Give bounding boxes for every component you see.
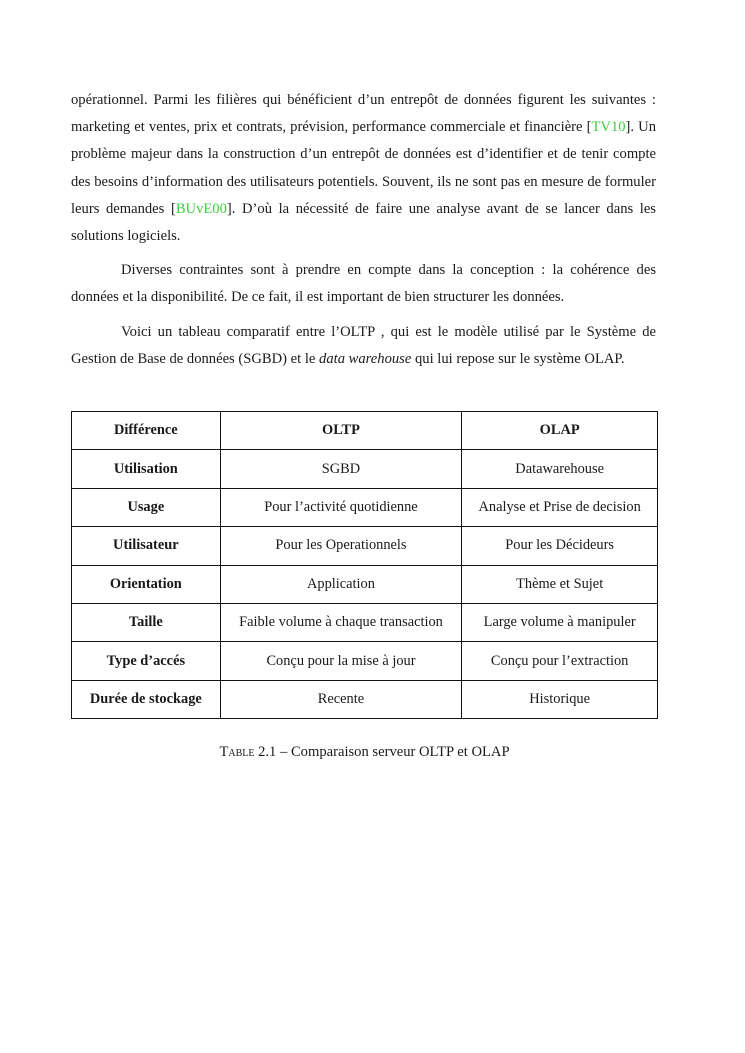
paragraph-text: qui lui repose sur le système OLAP. bbox=[411, 351, 625, 368]
paragraph-constraints: Diverses contraintes sont à prendre en compte dans la conception : la cohérence des données et la disponibilité. De ce fait, il est important de bien structurer les données. bbox=[71, 262, 656, 306]
paragraph-text: Voici un tableau comparatif entre l’OLTP , qui est le modèle utilisé par le Système de Gestion de Base de données (SGBD) et le bbox=[71, 324, 656, 368]
row-label-cell: Utilisation bbox=[72, 450, 221, 488]
table-row bbox=[72, 603, 658, 641]
paragraph-text: ]. D’où la nécessité de faire une analyse avant de se lancer dans les solutions logiciels. bbox=[71, 200, 656, 245]
row-label-cell: Durée de stockage bbox=[72, 680, 221, 718]
row-label-cell: Type d’accés bbox=[72, 642, 221, 680]
emphasis-text: data warehouse bbox=[319, 351, 412, 368]
table-row bbox=[72, 642, 658, 680]
row-label-cell: Usage bbox=[72, 488, 221, 526]
row-label-cell: Taille bbox=[72, 603, 221, 641]
row-label-cell: Utilisateur bbox=[72, 527, 221, 565]
table-cell: Conçu pour la mise à jour bbox=[220, 642, 462, 680]
caption-text: – Comparaison serveur OLTP et OLAP bbox=[276, 744, 510, 760]
table-cell: Analyse et Prise de decision bbox=[462, 488, 658, 526]
table-cell: Pour les Operationnels bbox=[220, 527, 462, 565]
paragraph-text: ]. Un problème majeur dans la construction d’un entrepôt de données est d’identifier et de tenir compte des besoins d’information des utilisateurs potentiels. Souvent, ils ne sont pas en mesure de formuler leurs demandes [ bbox=[71, 119, 656, 217]
comparison-table bbox=[71, 411, 658, 719]
table-row bbox=[72, 565, 658, 603]
table-cell: Thème et Sujet bbox=[462, 565, 658, 603]
table-row bbox=[72, 450, 658, 488]
table-cell: Application bbox=[220, 565, 462, 603]
citation-link-buve00[interactable]: BUvE00 bbox=[175, 200, 227, 217]
table-row bbox=[72, 680, 658, 718]
row-label-cell: Orientation bbox=[72, 565, 221, 603]
paragraph-intro bbox=[71, 87, 656, 250]
table-header-row bbox=[72, 412, 658, 450]
table-header-cell: Différence bbox=[72, 412, 221, 450]
table-cell: Faible volume à chaque transaction bbox=[220, 603, 462, 641]
paragraph-comparison-intro bbox=[71, 319, 656, 373]
paragraph-text: opérationnel. Parmi les filières qui bénéficient d’un entrepôt de données figurent les suivantes : marketing et ventes, prix et contrats, prévision, performance commerciale et financière [ bbox=[71, 92, 656, 136]
table-cell: Historique bbox=[462, 680, 658, 718]
table-cell: Pour les Décideurs bbox=[462, 527, 658, 565]
table-caption bbox=[71, 744, 658, 761]
table-cell: SGBD bbox=[220, 450, 462, 488]
table-row bbox=[72, 488, 658, 526]
table-cell: Large volume à manipuler bbox=[462, 603, 658, 641]
caption-label: Table 2.1 bbox=[219, 744, 277, 760]
table-cell: Datawarehouse bbox=[462, 450, 658, 488]
table-cell: Pour l’activité quotidienne bbox=[220, 488, 462, 526]
table-row bbox=[72, 527, 658, 565]
table-header-cell: OLAP bbox=[462, 412, 658, 450]
table-cell: Conçu pour l’extraction bbox=[462, 642, 658, 680]
table-header-cell: OLTP bbox=[220, 412, 462, 450]
table-cell: Recente bbox=[220, 680, 462, 718]
citation-link-tv10[interactable]: TV10 bbox=[591, 119, 626, 136]
